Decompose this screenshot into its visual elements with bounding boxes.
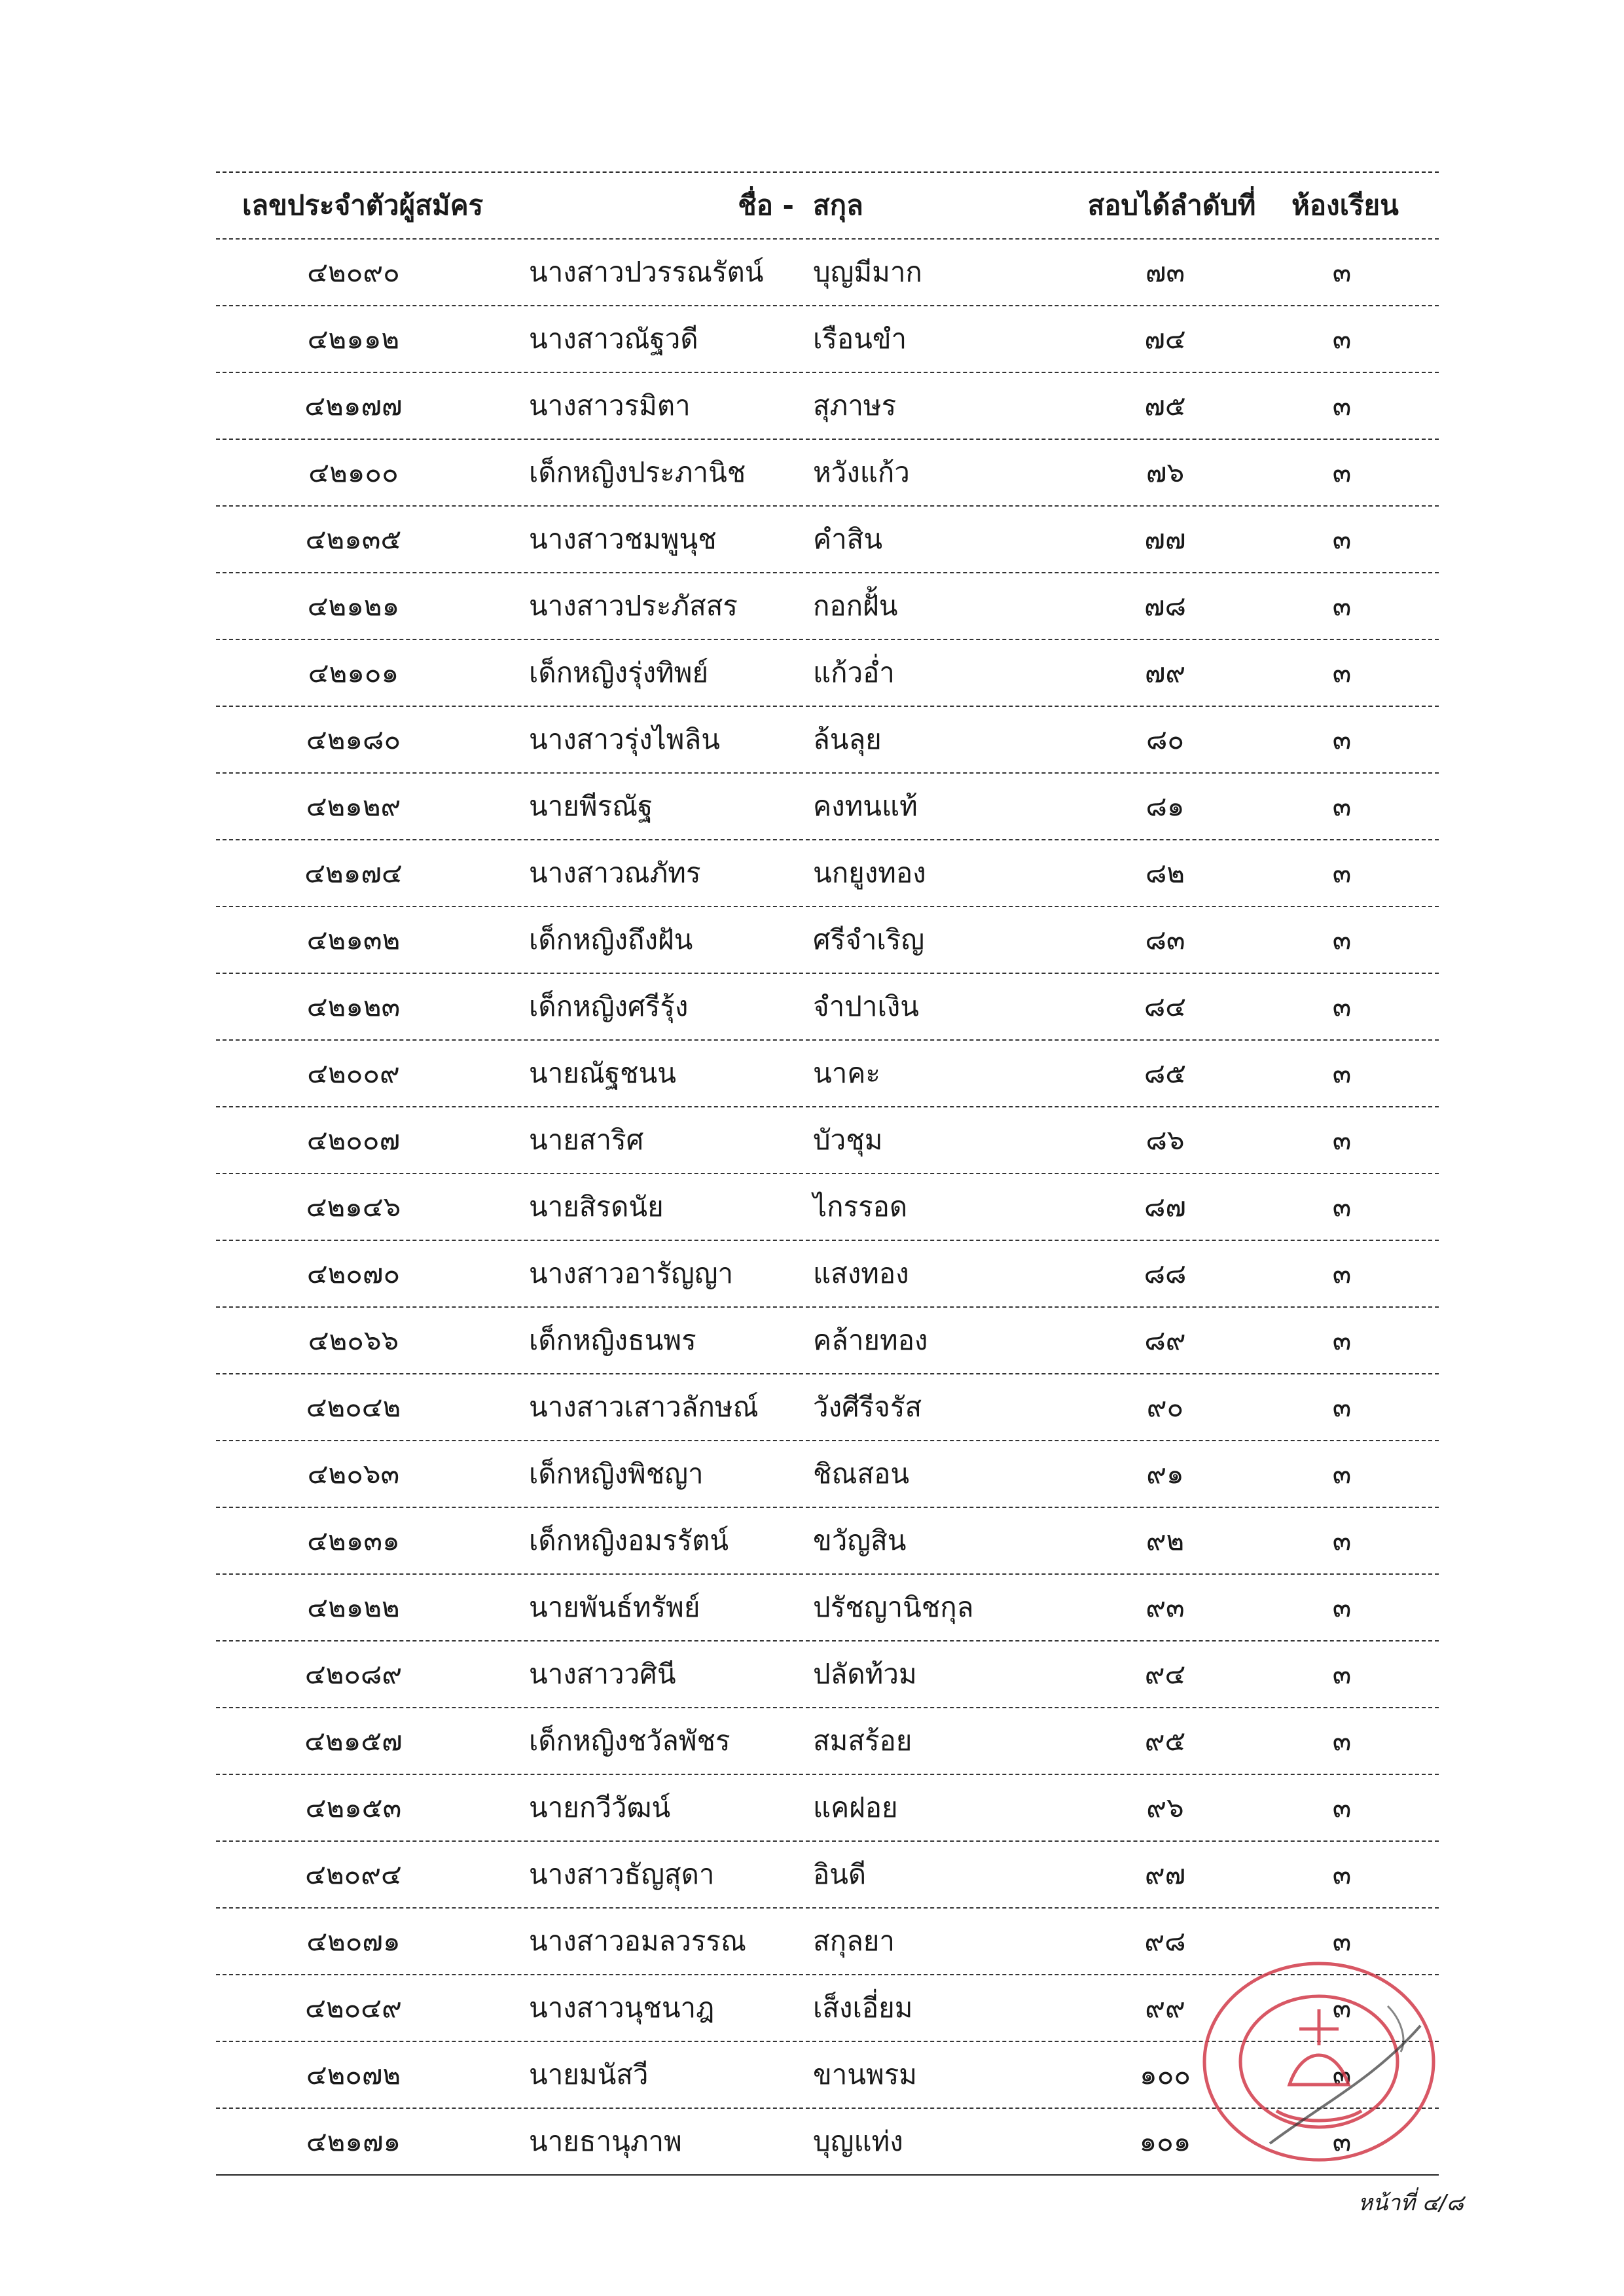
applicant-id: ๔๒๐๔๙: [305, 1992, 402, 2024]
header-room: ห้องเรียน: [1291, 189, 1399, 221]
classroom: ๓: [1332, 1992, 1352, 2024]
applicant-surname: แก้วอ่ำ: [813, 656, 895, 689]
table-row: [216, 305, 1439, 372]
classroom: ๓: [1332, 857, 1352, 889]
applicant-surname: ไกรรอด: [813, 1191, 908, 1223]
table-header: [216, 173, 1439, 238]
applicant-id: ๔๒๑๗๔: [304, 857, 403, 889]
exam-rank: ๘๔: [1144, 990, 1187, 1022]
applicant-surname: ปลัดท้วม: [813, 1658, 917, 1690]
table-row: [216, 1240, 1439, 1306]
table-row: [216, 1440, 1439, 1507]
classroom: ๓: [1332, 1391, 1352, 1423]
applicant-surname: สกุลยา: [813, 1925, 895, 1957]
exam-rank: ๙๙: [1145, 1992, 1185, 2024]
exam-rank: ๗๓: [1145, 256, 1185, 288]
table-row: [216, 1640, 1439, 1707]
applicant-id: ๔๒๐๘๙: [304, 1658, 403, 1690]
exam-rank: ๘๗: [1144, 1191, 1186, 1223]
classroom: ๓: [1332, 323, 1352, 355]
applicant-surname: ขวัญสิน: [813, 1524, 907, 1556]
applicant-id: ๔๒๐๖๖: [308, 1324, 399, 1356]
classroom: ๓: [1332, 256, 1352, 288]
classroom: ๓: [1332, 656, 1352, 689]
classroom: ๓: [1332, 1658, 1352, 1690]
classroom: ๓: [1332, 990, 1352, 1022]
exam-rank: ๙๐: [1146, 1391, 1184, 1423]
classroom: ๓: [1332, 456, 1352, 488]
exam-rank: ๗๙: [1144, 656, 1186, 689]
table-row: [216, 1573, 1439, 1640]
header-id: เลขประจำตัวผู้สมัคร: [242, 189, 484, 221]
table-row: [216, 839, 1439, 906]
applicant-name: นางสาวปวรรณรัตน์: [529, 256, 764, 288]
exam-rank: ๙๗: [1144, 1858, 1186, 1890]
applicant-id: ๔๒๑๓๕: [305, 523, 402, 555]
applicant-surname: แคฝอย: [813, 1791, 898, 1823]
applicant-name: นายสาริศ: [529, 1124, 644, 1156]
applicant-name: นางสาวรุ่งไพลิน: [529, 723, 720, 755]
classroom: ๓: [1332, 590, 1352, 622]
exam-rank: ๙๑: [1146, 1458, 1184, 1490]
applicant-surname: เรือนขำ: [813, 323, 907, 355]
applicant-name: นายพันธ์ทรัพย์: [529, 1591, 700, 1623]
applicant-id: ๔๒๐๗๑: [306, 1925, 401, 1957]
applicant-name: นางสาวประภัสสร: [529, 590, 738, 622]
applicant-name: นางสาวเสาวลักษณ์: [529, 1391, 759, 1423]
table-row: [216, 1507, 1439, 1573]
applicant-id: ๔๒๑๕๗: [304, 1725, 403, 1757]
classroom: ๓: [1332, 2058, 1352, 2090]
exam-rank: ๘๐: [1146, 723, 1185, 755]
applicant-id: ๔๒๑๕๓: [305, 1791, 402, 1823]
table-row: [216, 1106, 1439, 1173]
school-seal-stamp: [1191, 1947, 1447, 2170]
applicant-name: เด็กหญิงอมรรัตน์: [529, 1524, 729, 1556]
applicant-surname: ขานพรม: [813, 2058, 917, 2090]
applicant-id: ๔๒๑๒๙: [306, 790, 401, 822]
classroom: ๓: [1332, 1257, 1352, 1289]
applicant-surname: เส็งเอี่ยม: [813, 1992, 913, 2024]
applicant-surname: คล้ายทอง: [813, 1324, 928, 1356]
classroom: ๓: [1332, 1324, 1352, 1356]
applicant-id: ๔๒๑๐๐: [308, 456, 399, 488]
exam-rank: ๘๖: [1146, 1124, 1185, 1156]
exam-rank: ๘๕: [1144, 1057, 1187, 1089]
results-table: [216, 171, 1439, 2176]
applicant-surname: กอกฝั้น: [813, 590, 898, 622]
table-row: [216, 1306, 1439, 1373]
classroom: ๓: [1332, 1524, 1352, 1556]
applicant-id: ๔๒๑๑๒: [307, 323, 400, 355]
classroom: ๓: [1332, 1458, 1352, 1490]
applicant-surname: สุภาษร: [813, 389, 897, 422]
applicant-name: นายสิรดนัย: [529, 1191, 664, 1223]
applicant-surname: จำปาเงิน: [813, 990, 920, 1022]
classroom: ๓: [1332, 523, 1352, 555]
applicant-name: เด็กหญิงพิชญา: [529, 1458, 704, 1490]
classroom: ๓: [1332, 2125, 1352, 2157]
exam-rank: ๘๘: [1144, 1257, 1187, 1289]
applicant-surname: อินดี: [813, 1858, 867, 1890]
table-row: [216, 772, 1439, 839]
exam-rank: ๘๓: [1145, 924, 1185, 956]
applicant-id: ๔๒๐๖๓: [307, 1458, 400, 1490]
exam-rank: ๙๔: [1144, 1658, 1186, 1690]
table-row: [216, 1707, 1439, 1774]
applicant-surname: บุญแท่ง: [813, 2125, 903, 2157]
applicant-name: นางสาวชมพูนุช: [529, 523, 717, 555]
classroom: ๓: [1332, 1925, 1352, 1957]
applicant-id: ๔๒๐๗๒: [306, 2058, 401, 2090]
applicant-name: เด็กหญิงชวัลพัชร: [529, 1725, 731, 1757]
applicant-id: ๔๒๑๒๑: [307, 590, 400, 622]
exam-rank: ๗๖: [1146, 456, 1185, 488]
table-row: [216, 973, 1439, 1039]
applicant-name: นางสาวรมิตา: [529, 389, 691, 422]
exam-rank: ๘๑: [1146, 790, 1185, 822]
applicant-surname: สมสร้อย: [813, 1725, 912, 1757]
table-row: [216, 1840, 1439, 1907]
applicant-id: ๔๒๐๙๔: [305, 1858, 402, 1890]
applicant-name: นางสาวอารัญญา: [529, 1257, 734, 1289]
classroom: ๓: [1332, 924, 1352, 956]
table-row: [216, 639, 1439, 706]
table-row: [216, 1774, 1439, 1840]
header-rank: สอบได้ลำดับที่: [1087, 189, 1256, 221]
table-row: [216, 706, 1439, 772]
applicant-id: ๔๒๐๐๗: [306, 1124, 401, 1156]
exam-rank: ๙๒: [1146, 1524, 1185, 1556]
table-row: [216, 238, 1439, 305]
exam-rank: ๙๖: [1146, 1791, 1184, 1823]
header-name: ชื่อ -: [738, 189, 794, 221]
exam-rank: ๗๗: [1144, 523, 1186, 555]
table-row: [216, 1039, 1439, 1106]
applicant-name: เด็กหญิงธนพร: [529, 1324, 696, 1356]
applicant-surname: คงทนแท้: [813, 790, 918, 822]
applicant-surname: ปรัชญานิชกุล: [813, 1591, 974, 1623]
page-number: หน้าที่ ๔/๘: [1358, 2190, 1464, 2216]
applicant-surname: แสงทอง: [813, 1257, 909, 1289]
applicant-name: นายมนัสวี: [529, 2058, 649, 2090]
applicant-name: นายกวีวัฒน์: [529, 1791, 671, 1823]
applicant-surname: บัวชุม: [813, 1124, 883, 1156]
classroom: ๓: [1332, 1124, 1352, 1156]
applicant-name: เด็กหญิงถึงฝัน: [529, 924, 693, 956]
exam-rank: ๑๐๑: [1139, 2125, 1191, 2157]
classroom: ๓: [1332, 389, 1352, 422]
exam-rank: ๗๔: [1144, 323, 1186, 355]
header-surname: สกุล: [813, 189, 863, 221]
exam-rank: ๙๕: [1144, 1725, 1186, 1757]
applicant-surname: หวังแก้ว: [813, 456, 910, 488]
applicant-surname: นาคะ: [813, 1057, 880, 1089]
applicant-id: ๔๒๑๗๑: [306, 2125, 401, 2157]
exam-rank: ๗๘: [1144, 590, 1186, 622]
applicant-id: ๔๒๐๙๐: [307, 256, 400, 288]
table-row: [216, 1173, 1439, 1240]
classroom: ๓: [1332, 1057, 1352, 1089]
applicant-name: เด็กหญิงประภานิช: [529, 456, 746, 488]
table-row: [216, 906, 1439, 973]
classroom: ๓: [1332, 1725, 1352, 1757]
exam-rank: ๘๒: [1145, 857, 1185, 889]
applicant-name: นายพีรณัฐ: [529, 790, 653, 822]
table-body: [216, 238, 1439, 2176]
applicant-id: ๔๒๑๗๗: [304, 389, 403, 422]
classroom: ๓: [1332, 790, 1352, 822]
applicant-name: นายธานุภาพ: [529, 2125, 682, 2157]
table-row: [216, 505, 1439, 572]
applicant-surname: บุญมีมาก: [813, 256, 922, 288]
applicant-id: ๔๒๐๗๐: [306, 1257, 401, 1289]
applicant-id: ๔๒๑๘๐: [306, 723, 401, 755]
table-row: [216, 1373, 1439, 1440]
applicant-name: นางสาวณัฐวดี: [529, 323, 698, 355]
applicant-surname: ชิณสอน: [813, 1458, 910, 1490]
classroom: ๓: [1332, 1791, 1352, 1823]
classroom: ๓: [1332, 1858, 1352, 1890]
applicant-name: นางสาวณภัทร: [529, 857, 701, 889]
exam-rank: ๗๕: [1144, 389, 1186, 422]
classroom: ๓: [1332, 1191, 1352, 1223]
applicant-name: นางสาวอมลวรรณ: [529, 1925, 746, 1957]
applicant-name: นางสาวธัญสุดา: [529, 1858, 715, 1890]
classroom: ๓: [1332, 723, 1352, 755]
table-row: [216, 572, 1439, 639]
exam-rank: ๑๐๐: [1140, 2058, 1191, 2090]
applicant-id: ๔๒๑๔๖: [306, 1191, 401, 1223]
applicant-id: ๔๒๑๒๓: [306, 990, 401, 1022]
applicant-name: เด็กหญิงรุ่งทิพย์: [529, 656, 709, 689]
table-row: [216, 439, 1439, 505]
applicant-id: ๔๒๑๓๒: [306, 924, 401, 956]
applicant-surname: ล้นลุย: [813, 723, 882, 755]
applicant-id: ๔๒๑๒๒: [307, 1591, 400, 1623]
applicant-surname: คำสิน: [813, 523, 883, 555]
applicant-id: ๔๒๐๐๙: [307, 1057, 400, 1089]
applicant-surname: นกยูงทอง: [813, 857, 926, 889]
applicant-name: เด็กหญิงศรีรุ้ง: [529, 990, 689, 1022]
applicant-id: ๔๒๐๔๒: [306, 1391, 401, 1423]
classroom: ๓: [1332, 1591, 1352, 1623]
exam-rank: ๘๙: [1144, 1324, 1186, 1356]
applicant-id: ๔๒๑๐๑: [308, 656, 399, 689]
exam-rank: ๙๓: [1146, 1591, 1185, 1623]
table-row: [216, 372, 1439, 439]
applicant-id: ๔๒๑๓๑: [307, 1524, 400, 1556]
applicant-surname: ศรีจำเริญ: [813, 924, 925, 956]
applicant-name: นางสาววศินี: [529, 1658, 676, 1690]
exam-rank: ๙๘: [1144, 1925, 1186, 1957]
applicant-surname: วังศีรีจรัส: [813, 1391, 922, 1423]
applicant-name: นางสาวนุชนาฎ: [529, 1992, 715, 2024]
applicant-name: นายณัฐชนน: [529, 1057, 676, 1089]
